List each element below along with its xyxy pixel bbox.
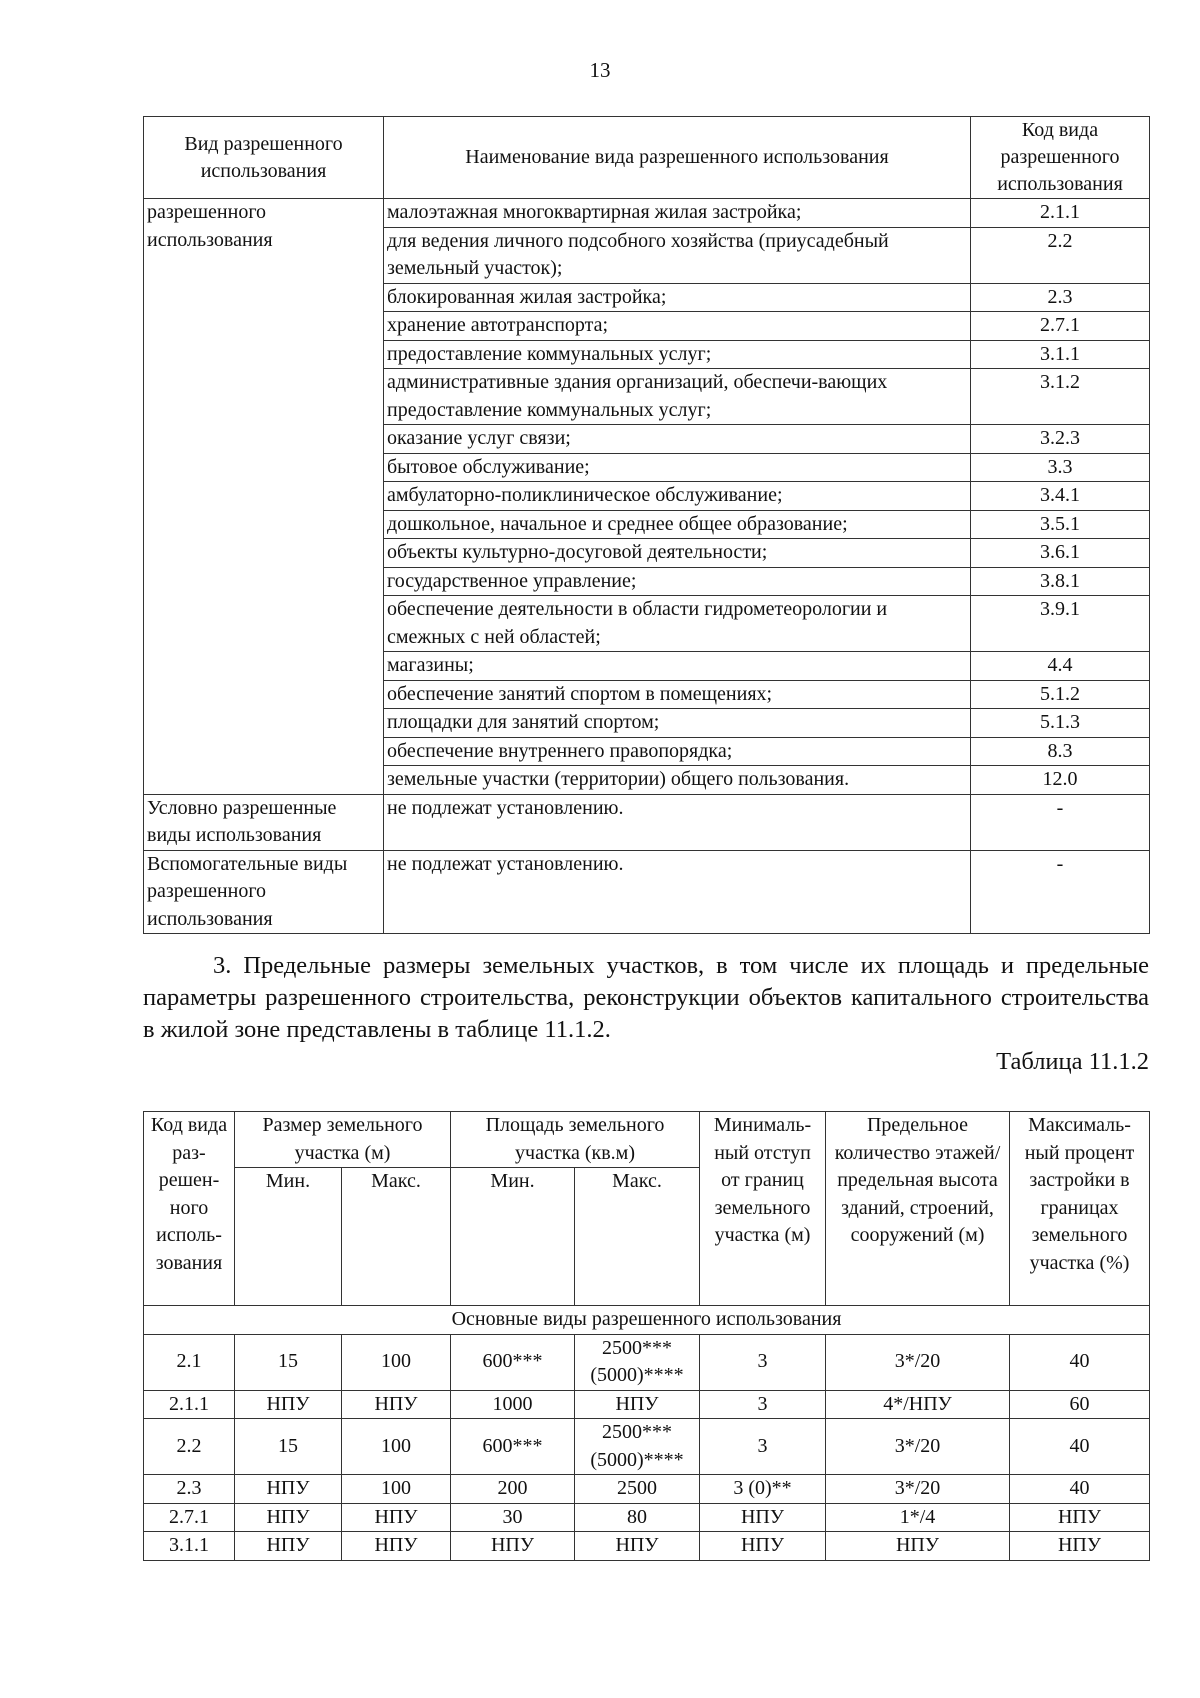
use-code-cell: 2.7.1 — [971, 312, 1150, 341]
cell-code: 2.2 — [144, 1419, 235, 1475]
table-row — [144, 680, 1150, 709]
use-name-cell: блокированная жилая застройка; — [384, 283, 971, 312]
table-row — [144, 1390, 1150, 1419]
cell-code: 2.3 — [144, 1475, 235, 1504]
use-name-cell: бытовое обслуживание; — [384, 453, 971, 482]
permitted-use-table — [143, 116, 1150, 934]
area-max-value: 80 — [627, 1505, 648, 1528]
header-use-name: Наименование вида разрешенного использования — [384, 117, 971, 199]
cell-area-min: 600*** — [451, 1334, 575, 1390]
use-type-cell — [144, 425, 384, 454]
table-label: Таблица 11.1.2 — [996, 1048, 1149, 1075]
table-row — [144, 510, 1150, 539]
cell-code: 2.7.1 — [144, 1503, 235, 1532]
cell-size-min: НПУ — [235, 1503, 342, 1532]
use-name-cell: оказание услуг связи; — [384, 425, 971, 454]
cell-floors: НПУ — [826, 1532, 1010, 1561]
use-name-cell: малоэтажная многоквартирная жилая застройка; — [384, 199, 971, 228]
cell-floors: 3*/20 — [826, 1419, 1010, 1475]
use-type-cell — [144, 567, 384, 596]
cell-setback: 3 — [700, 1334, 826, 1390]
use-type-cell — [144, 596, 384, 652]
area-max-value: (5000)**** — [590, 1448, 684, 1471]
cell-size-min: 15 — [235, 1419, 342, 1475]
area-max-value: (5000)**** — [590, 1364, 684, 1386]
use-code-cell: 3.6.1 — [971, 539, 1150, 568]
use-name-cell: административные здания организаций, обеспечи-вающих предоставление коммунальных услуг; — [384, 369, 971, 425]
cell-size-min: НПУ — [235, 1390, 342, 1419]
page-number: 13 — [589, 58, 611, 82]
use-name-cell: не подлежат установлению. — [384, 794, 971, 850]
header-use-type: Вид разрешенного использования — [144, 117, 384, 199]
cell-size-max: 100 — [342, 1419, 451, 1475]
use-code-cell: 3.8.1 — [971, 567, 1150, 596]
cell-coverage: 40 — [1010, 1475, 1150, 1504]
table-row — [144, 482, 1150, 511]
table-row — [144, 227, 1150, 283]
use-type-cell — [144, 709, 384, 738]
table-row — [144, 652, 1150, 681]
table-row — [144, 850, 1150, 934]
cell-size-max: 100 — [342, 1475, 451, 1504]
header-floors: Предельное количество этажей/ предельная высота зданий, строений, сооружений (м) — [826, 1112, 1010, 1306]
cell-floors: 1*/4 — [826, 1503, 1010, 1532]
use-name-cell: предоставление коммунальных услуг; — [384, 340, 971, 369]
header-area-max: Макс. — [575, 1168, 700, 1306]
cell-area-min: 1000 — [451, 1390, 575, 1419]
use-code-cell: 2.2 — [971, 227, 1150, 283]
cell-size-max: НПУ — [342, 1532, 451, 1561]
use-name-cell: обеспечение деятельности в области гидрометеорологии и смежных с ней областей; — [384, 596, 971, 652]
header-area-min: Мин. — [451, 1168, 575, 1306]
cell-size-min: 15 — [235, 1334, 342, 1390]
table-row — [144, 312, 1150, 341]
table-row — [144, 1419, 1150, 1475]
use-name-cell: государственное управление; — [384, 567, 971, 596]
use-code-cell: 3.1.2 — [971, 369, 1150, 425]
paragraph-3: 3. Предельные размеры земельных участков, в том числе их площадь и предельные параметры разрешенного строительства, реконструкции объектов капитального строительства в жилой зоне представлены в таблице 11.1.2. — [143, 952, 1149, 1043]
use-type-cell: Условно разрешенные виды использования — [144, 794, 384, 850]
cell-code: 2.1.1 — [144, 1390, 235, 1419]
use-type-cell — [144, 482, 384, 511]
parameters-table — [143, 1111, 1150, 1561]
use-code-cell: 3.9.1 — [971, 596, 1150, 652]
header-coverage: Максималь-ный процент застройки в границах земельного участка (%) — [1010, 1112, 1150, 1306]
use-code-cell: 2.1.1 — [971, 199, 1150, 228]
use-type-cell — [144, 340, 384, 369]
table-row — [144, 369, 1150, 425]
cell-area-max — [575, 1532, 700, 1561]
use-type-cell — [144, 227, 384, 283]
cell-coverage: НПУ — [1010, 1532, 1150, 1561]
use-type-cell: Вспомогательные виды разрешенного использования — [144, 850, 384, 934]
table-row — [144, 766, 1150, 795]
header-size: Размер земельного участка (м) — [235, 1112, 451, 1168]
cell-size-min: НПУ — [235, 1475, 342, 1504]
use-type-cell — [144, 539, 384, 568]
area-max-value: 2500*** — [602, 1336, 673, 1359]
use-type-cell — [144, 199, 384, 228]
use-code-cell: 12.0 — [971, 766, 1150, 795]
table-row — [144, 283, 1150, 312]
cell-size-max: НПУ — [342, 1503, 451, 1532]
cell-area-min: 600*** — [451, 1419, 575, 1475]
cell-setback: НПУ — [700, 1532, 826, 1561]
use-code-cell: 5.1.3 — [971, 709, 1150, 738]
use-name-cell: хранение автотранспорта; — [384, 312, 971, 341]
use-code-cell: - — [971, 794, 1150, 850]
cell-floors: 3*/20 — [826, 1334, 1010, 1390]
header-code: Код вида раз-решен-ного исполь-зования — [144, 1112, 235, 1306]
cell-floors: 4*/НПУ — [826, 1390, 1010, 1419]
table-row — [144, 453, 1150, 482]
use-name-cell: земельные участки (территории) общего пользования. — [384, 766, 971, 795]
section-title: Основные виды разрешенного использования — [144, 1306, 1150, 1335]
table-row — [144, 340, 1150, 369]
cell-size-max: НПУ — [342, 1390, 451, 1419]
use-name-cell: обеспечение внутреннего правопорядка; — [384, 737, 971, 766]
use-code-cell: - — [971, 850, 1150, 934]
table-row — [144, 425, 1150, 454]
use-name-cell: магазины; — [384, 652, 971, 681]
use-name-cell: дошкольное, начальное и среднее общее образование; — [384, 510, 971, 539]
use-type-label: использования — [147, 229, 273, 251]
use-code-cell: 3.1.1 — [971, 340, 1150, 369]
use-type-cell — [144, 680, 384, 709]
cell-size-max: 100 — [342, 1334, 451, 1390]
table-row — [144, 539, 1150, 568]
cell-area-max — [575, 1390, 700, 1419]
cell-setback: 3 — [700, 1390, 826, 1419]
area-max-value: НПУ — [615, 1534, 659, 1556]
use-type-cell — [144, 369, 384, 425]
use-code-cell: 3.4.1 — [971, 482, 1150, 511]
cell-size-min: НПУ — [235, 1532, 342, 1561]
area-max-value: 2500 — [617, 1477, 658, 1499]
cell-setback: 3 (0)** — [700, 1475, 826, 1504]
use-name-cell: площадки для занятий спортом; — [384, 709, 971, 738]
cell-floors: 3*/20 — [826, 1475, 1010, 1504]
table-row — [144, 199, 1150, 228]
use-name-cell: объекты культурно-досуговой деятельности; — [384, 539, 971, 568]
table-row — [144, 794, 1150, 850]
cell-code: 3.1.1 — [144, 1532, 235, 1561]
table-row — [144, 737, 1150, 766]
cell-area-max — [575, 1503, 700, 1532]
table-row — [144, 1475, 1150, 1504]
area-max-value: НПУ — [615, 1392, 659, 1415]
use-type-cell — [144, 766, 384, 795]
use-type-cell — [144, 652, 384, 681]
use-type-cell — [144, 312, 384, 341]
cell-coverage: 40 — [1010, 1334, 1150, 1390]
cell-coverage: 40 — [1010, 1419, 1150, 1475]
use-type-cell — [144, 283, 384, 312]
table-row — [144, 596, 1150, 652]
header-use-code: Код вида разрешенного использования — [971, 117, 1150, 199]
use-code-cell: 4.4 — [971, 652, 1150, 681]
table-row — [144, 567, 1150, 596]
use-name-cell: не подлежат установлению. — [384, 850, 971, 934]
area-max-value: 2500*** — [602, 1421, 673, 1443]
use-code-cell: 8.3 — [971, 737, 1150, 766]
cell-area-max — [575, 1475, 700, 1504]
use-code-cell: 3.3 — [971, 453, 1150, 482]
cell-area-min: 200 — [451, 1475, 575, 1504]
header-size-min: Мин. — [235, 1168, 342, 1306]
cell-area-max — [575, 1334, 700, 1390]
cell-coverage: 60 — [1010, 1390, 1150, 1419]
cell-setback: 3 — [700, 1419, 826, 1475]
header-area: Площадь земельного участка (кв.м) — [451, 1112, 700, 1168]
cell-setback: НПУ — [700, 1503, 826, 1532]
use-name-cell: амбулаторно-поликлиническое обслуживание; — [384, 482, 971, 511]
cell-coverage: НПУ — [1010, 1503, 1150, 1532]
use-type-cell — [144, 737, 384, 766]
use-code-cell: 3.5.1 — [971, 510, 1150, 539]
table-row — [144, 1334, 1150, 1390]
cell-area-max — [575, 1419, 700, 1475]
use-code-cell: 2.3 — [971, 283, 1150, 312]
use-code-cell: 3.2.3 — [971, 425, 1150, 454]
use-name-cell: для ведения личного подсобного хозяйства (приусадебный земельный участок); — [384, 227, 971, 283]
header-setback: Минималь-ный отступ от границ земельного участка (м) — [700, 1112, 826, 1306]
use-code-cell: 5.1.2 — [971, 680, 1150, 709]
use-type-cell — [144, 453, 384, 482]
use-name-cell: обеспечение занятий спортом в помещениях; — [384, 680, 971, 709]
header-size-max: Макс. — [342, 1168, 451, 1306]
use-type-label: разрешенного — [147, 201, 267, 223]
use-type-cell — [144, 510, 384, 539]
cell-code: 2.1 — [144, 1334, 235, 1390]
cell-area-min: НПУ — [451, 1532, 575, 1561]
table-row — [144, 709, 1150, 738]
table-row — [144, 1532, 1150, 1561]
cell-area-min: 30 — [451, 1503, 575, 1532]
table-row — [144, 1503, 1150, 1532]
